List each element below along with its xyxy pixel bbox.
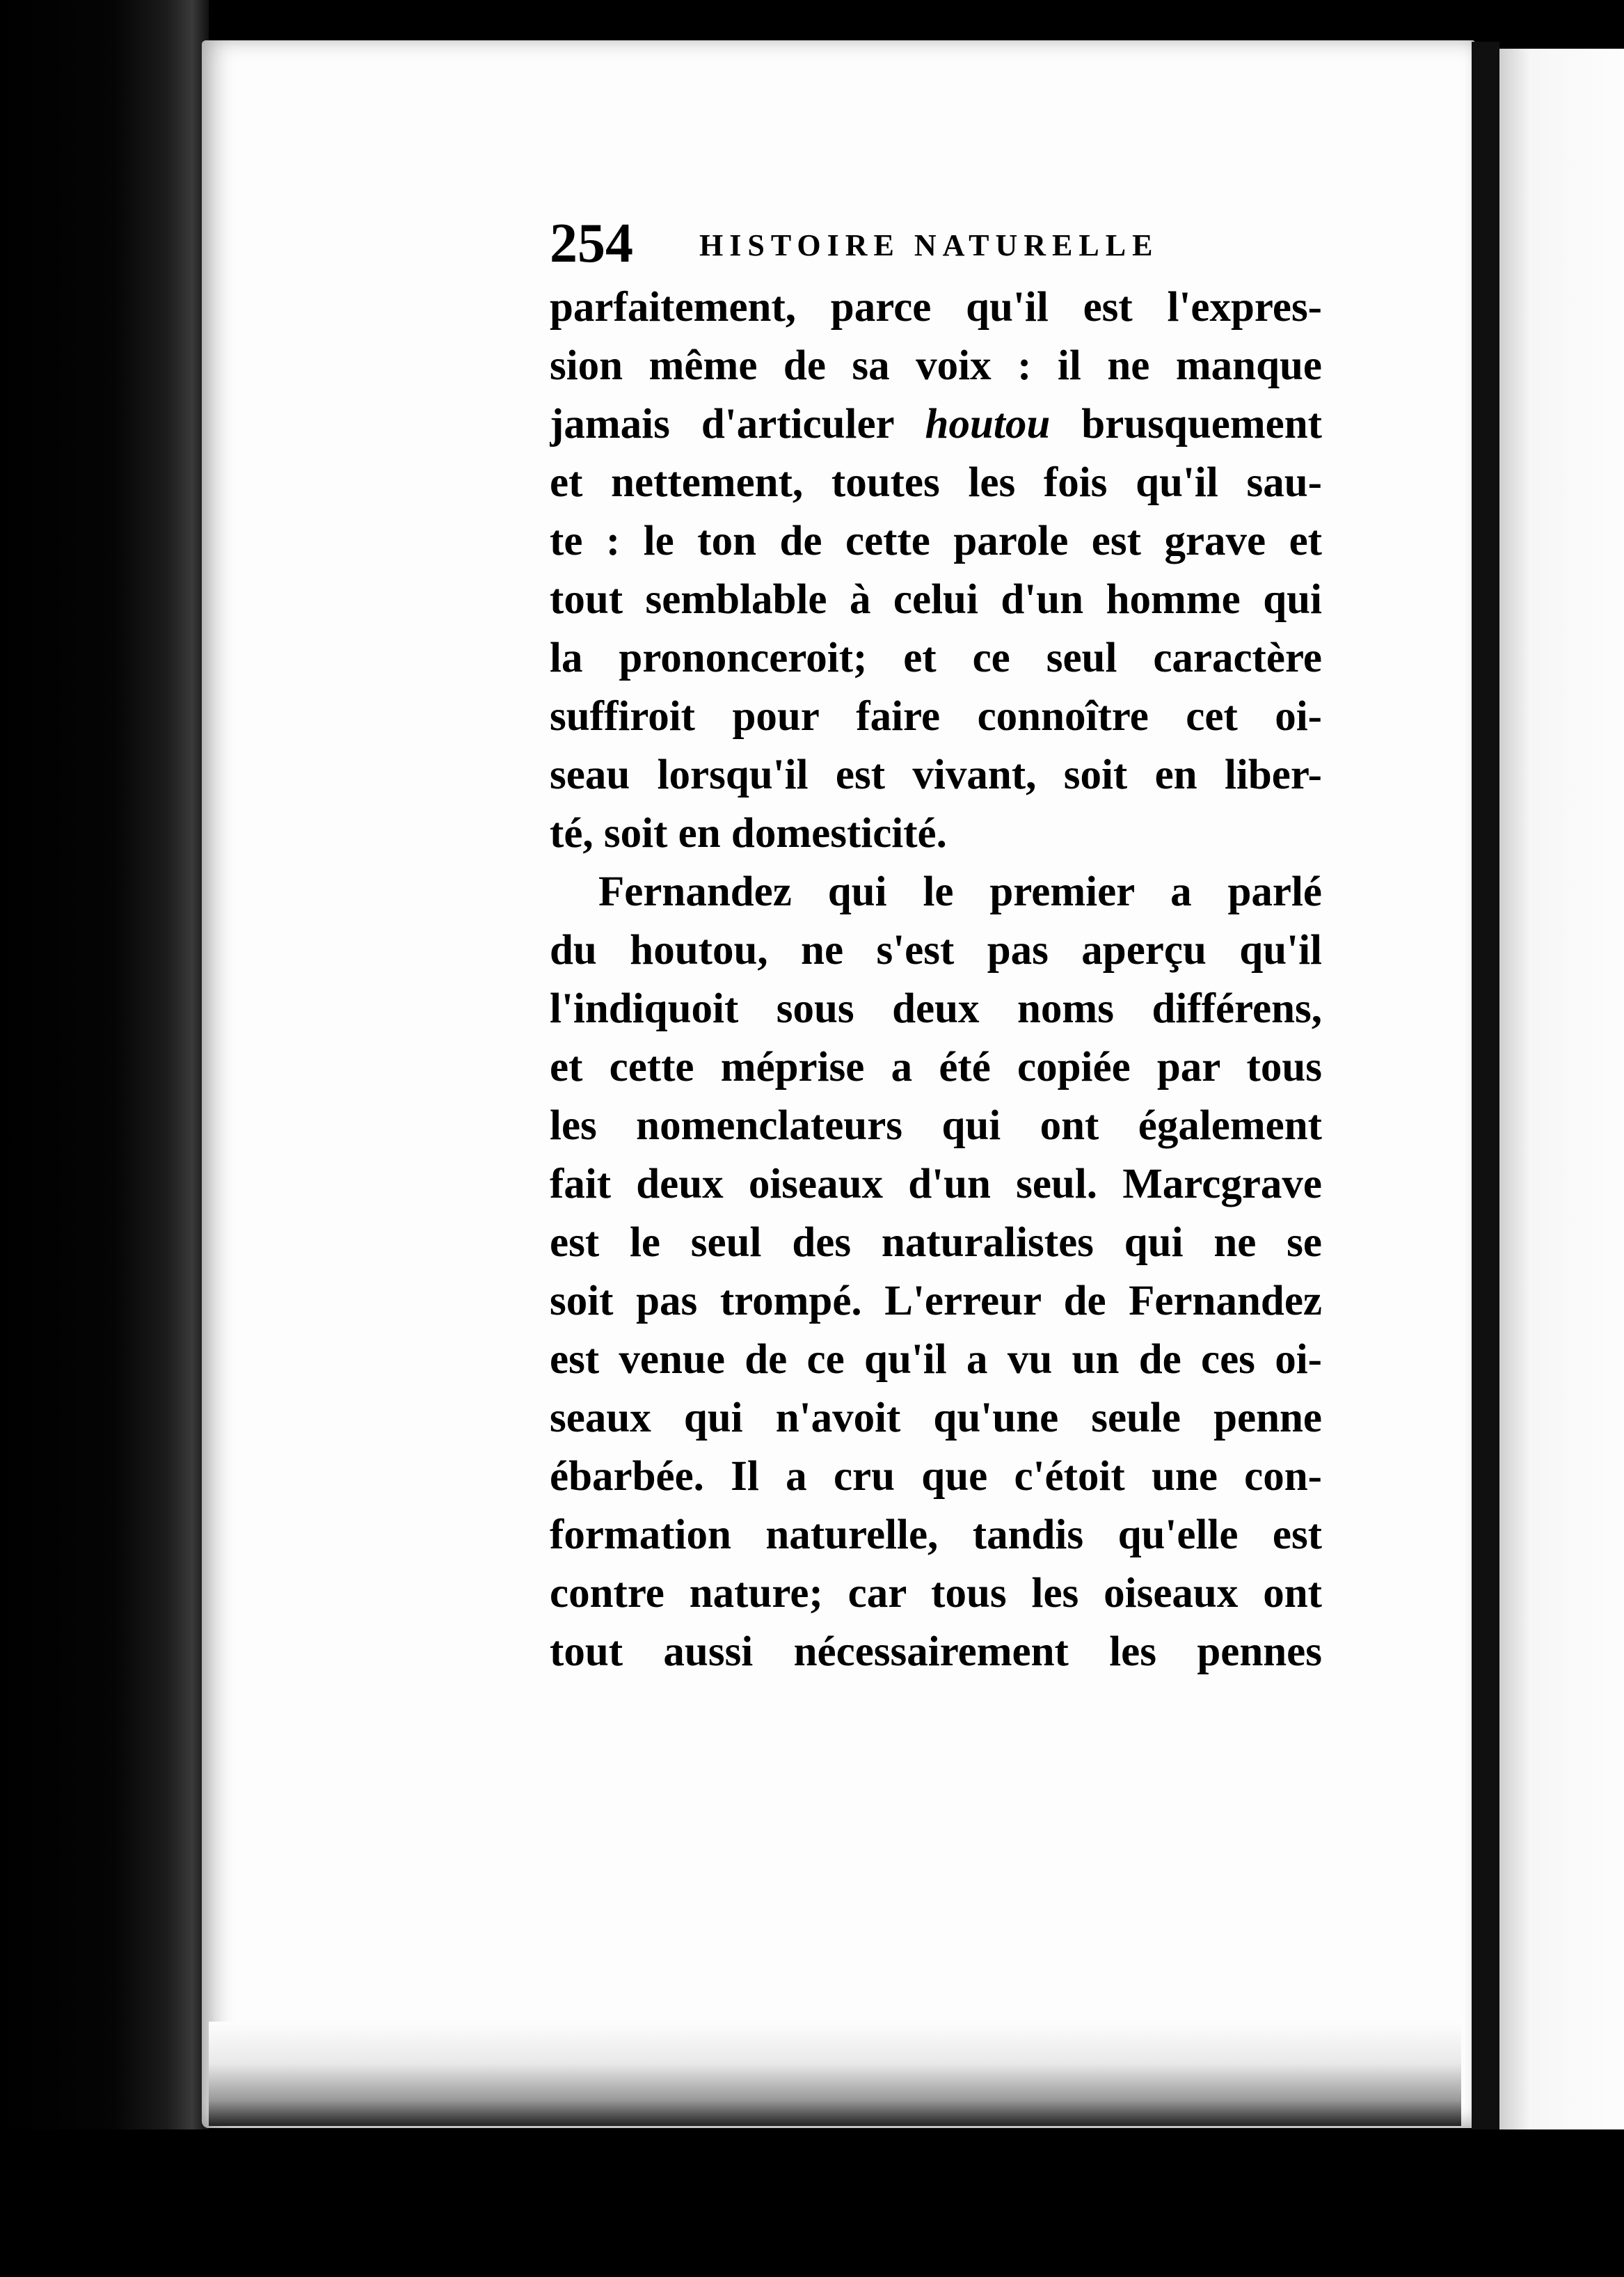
text-line: seau lorsqu'il est vivant, soit en liber- (550, 752, 1322, 798)
text-line: est le seul des naturalistes qui ne se (550, 1219, 1322, 1266)
page-bottom-edge (209, 2022, 1461, 2126)
text-line: est venue de ce qu'il a vu un de ces oi- (550, 1336, 1322, 1383)
text-line: les nomenclateurs qui ont également (550, 1102, 1322, 1149)
italic-term: houtou (925, 401, 1051, 447)
text-line: soit pas trompé. L'erreur de Fernandez (550, 1278, 1322, 1324)
running-title: HISTOIRE NATURELLE (699, 228, 1159, 262)
text-line: Fernandez qui le premier a parlé (598, 868, 1322, 915)
text-line: l'indiquoit sous deux noms différens, (550, 985, 1322, 1032)
text-line: formation naturelle, tandis qu'elle est (550, 1512, 1322, 1558)
text-line: parfaitement, parce qu'il est l'expres- (550, 284, 1322, 331)
text-line: du houtou, ne s'est pas aperçu qu'il (550, 927, 1322, 974)
facing-page-edge (1499, 49, 1624, 2136)
text-line: fait deux oiseaux d'un seul. Marcgrave (550, 1161, 1322, 1207)
paragraph (550, 863, 1322, 1681)
binding-gutter (0, 0, 209, 2277)
text-line: la prononceroit; et ce seul caractère (550, 635, 1322, 681)
text-line: te : le ton de cette parole est grave et (550, 518, 1322, 564)
page-number: 254 (550, 213, 633, 274)
text-line: et nettement, toutes les fois qu'il sau- (550, 459, 1322, 506)
paragraph (550, 278, 1322, 863)
text-line: contre nature; car tous les oiseaux ont (550, 1570, 1322, 1617)
text-line: ébarbée. Il a cru que c'étoit une con- (550, 1453, 1322, 1500)
text-line: tout aussi nécessairement les pennes (550, 1628, 1322, 1675)
body-text (550, 278, 1322, 1681)
text-run: jamais d'articuler (550, 401, 925, 447)
text-line: tout semblable à celui d'un homme qui (550, 576, 1322, 623)
text-run: brusquement (1050, 401, 1322, 447)
text-line: té, soit en domesticité. (550, 810, 947, 857)
page-gap (1472, 42, 1499, 2143)
text-line: suffiroit pour faire connoître cet oi- (550, 693, 1322, 740)
text-line: et cette méprise a été copiée par tous (550, 1044, 1322, 1090)
text-line: sion même de sa voix : il ne manque (550, 342, 1322, 389)
text-line: seaux qui n'avoit qu'une seule penne (550, 1395, 1322, 1441)
running-head (550, 212, 1350, 275)
scan-background (0, 2129, 1624, 2277)
text-line (550, 395, 1322, 454)
